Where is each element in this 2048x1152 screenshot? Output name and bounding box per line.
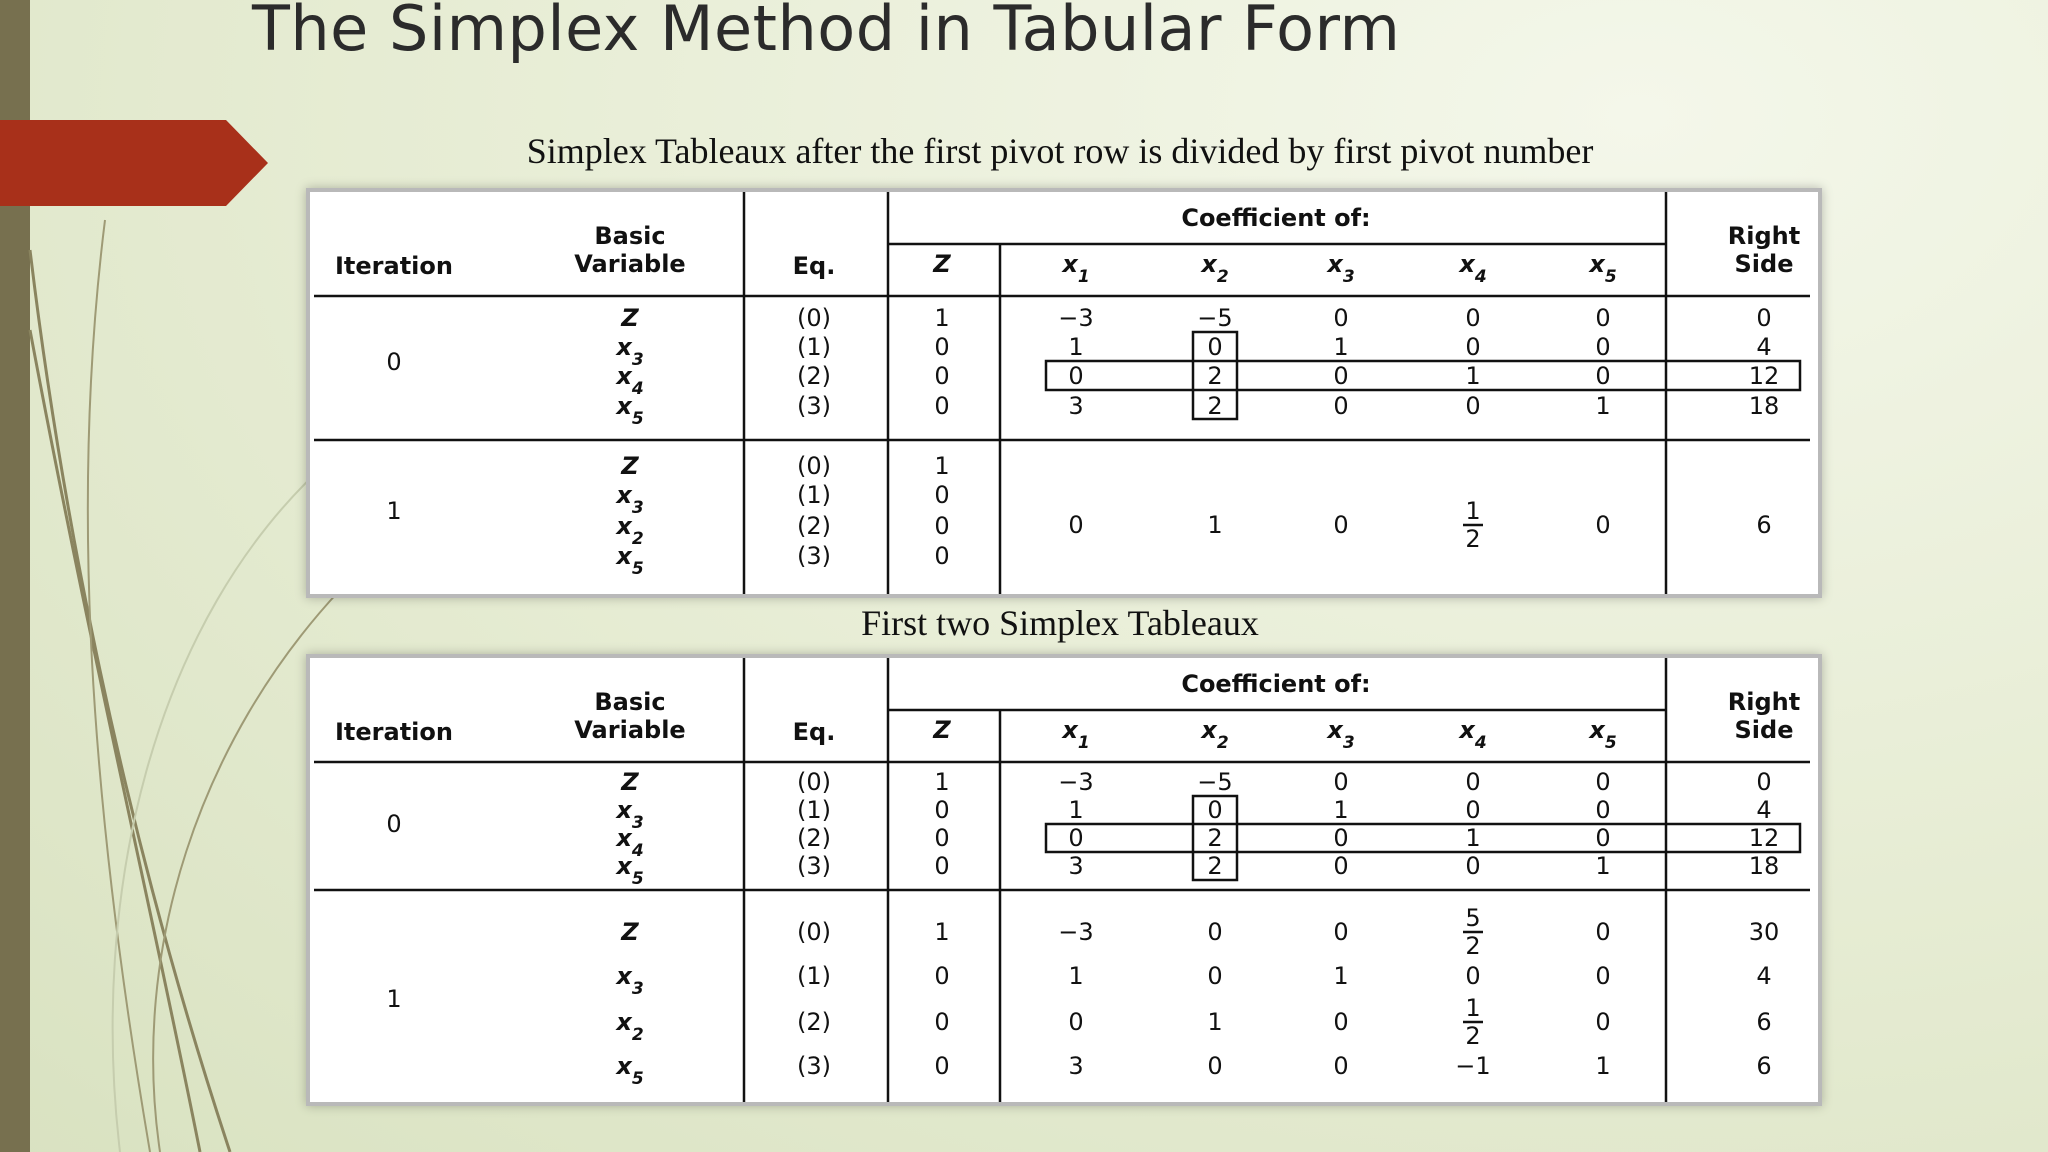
coefficient-cell: 0 [1333, 1008, 1349, 1036]
header-iteration: Iteration [335, 718, 453, 746]
equation-label: (2) [797, 1008, 831, 1036]
coefficient-cell: −1 [1455, 1052, 1491, 1080]
coefficient-cell: 0 [1595, 918, 1611, 946]
header-col-x5: $x_5$ [1589, 250, 1617, 287]
coefficient-cell: 1 [1333, 962, 1349, 990]
z-coefficient: 0 [934, 1052, 950, 1080]
basic-variable: $x_5$ [616, 1052, 644, 1089]
basic-variable: $x_3$ [616, 333, 644, 370]
coefficient-cell: 2 [1207, 824, 1223, 852]
coefficient-cell: 0 [1595, 362, 1611, 390]
coefficient-cell [1463, 994, 1483, 1050]
coefficient-cell: 0 [1207, 796, 1223, 824]
z-coefficient: 0 [934, 852, 950, 880]
z-coefficient: 1 [934, 304, 950, 332]
basic-variable: $x_2$ [616, 512, 644, 549]
basic-variable: Z [621, 304, 639, 332]
header-col-x1: $x_1$ [1062, 716, 1090, 753]
basic-variable: Z [621, 918, 639, 946]
right-side-cell: 6 [1756, 511, 1772, 539]
coefficient-cell: 0 [1068, 362, 1084, 390]
coefficient-cell: 0 [1465, 768, 1481, 796]
fraction-denominator: 2 [1465, 932, 1481, 960]
equation-label: (0) [797, 768, 831, 796]
basic-variable: $x_4$ [616, 362, 644, 399]
coefficient-cell: 0 [1595, 768, 1611, 796]
coefficient-cell: 0 [1207, 333, 1223, 361]
basic-variable: $x_5$ [616, 542, 644, 579]
equation-label: (1) [797, 333, 831, 361]
right-side-cell: 30 [1748, 918, 1780, 946]
basic-variable: $x_5$ [616, 852, 644, 889]
coefficient-cell: 0 [1465, 962, 1481, 990]
coefficient-cell: 0 [1595, 511, 1611, 539]
equation-label: (0) [797, 918, 831, 946]
coefficient-cell: −3 [1058, 918, 1094, 946]
basic-variable: Z [621, 452, 639, 480]
coefficient-cell: 0 [1465, 392, 1481, 420]
coefficient-cell: 0 [1333, 1052, 1349, 1080]
coefficient-cell: 0 [1595, 333, 1611, 361]
z-coefficient: 0 [934, 542, 950, 570]
pivot-row-box [1046, 824, 1800, 852]
coefficient-cell: 0 [1595, 304, 1611, 332]
equation-label: (2) [797, 512, 831, 540]
simplex-table-2-svg [310, 658, 1818, 1102]
coefficient-cell: 0 [1465, 333, 1481, 361]
coefficient-cell: 0 [1333, 768, 1349, 796]
header-col-x2: $x_2$ [1201, 716, 1229, 753]
coefficient-cell [1463, 904, 1483, 960]
coefficient-cell: 3 [1068, 392, 1084, 420]
fraction-numerator: 1 [1465, 497, 1481, 525]
simplex-table-1-svg [310, 192, 1818, 594]
equation-label: (1) [797, 796, 831, 824]
z-coefficient: 0 [934, 824, 950, 852]
coefficient-cell: 1 [1207, 1008, 1223, 1036]
coefficient-cell: −3 [1058, 304, 1094, 332]
fraction-denominator: 2 [1465, 525, 1481, 553]
equation-label: (2) [797, 824, 831, 852]
header-variable: Variable [574, 716, 686, 744]
right-side-cell: 12 [1748, 824, 1780, 852]
coefficient-cell: 1 [1333, 796, 1349, 824]
caption-bottom: First two Simplex Tableaux [861, 603, 1259, 643]
header-right: Right [1727, 222, 1801, 250]
header-side: Side [1734, 716, 1794, 744]
header-basic: Basic [594, 222, 666, 250]
iteration-number: 1 [386, 497, 402, 525]
coefficient-cell: 2 [1207, 392, 1223, 420]
coefficient-cell: 2 [1207, 362, 1223, 390]
coefficient-cell: 0 [1207, 1052, 1223, 1080]
z-coefficient: 0 [934, 1008, 950, 1036]
header-col-x3: $x_3$ [1327, 250, 1355, 287]
right-side-cell: 6 [1756, 1052, 1772, 1080]
basic-variable: $x_4$ [616, 824, 644, 861]
coefficient-cell: 1 [1465, 362, 1481, 390]
coefficient-cell: 0 [1333, 304, 1349, 332]
coefficient-cell: 1 [1595, 852, 1611, 880]
coefficient-cell: −3 [1058, 768, 1094, 796]
z-coefficient: 0 [934, 392, 950, 420]
header-basic: Basic [594, 688, 666, 716]
coefficient-cell: 0 [1333, 392, 1349, 420]
coefficient-cell: 1 [1595, 392, 1611, 420]
z-coefficient: 0 [934, 481, 950, 509]
coefficient-cell: 0 [1333, 918, 1349, 946]
coefficient-cell: 1 [1068, 333, 1084, 361]
iteration-number: 0 [386, 810, 402, 838]
coefficient-cell: 0 [1207, 962, 1223, 990]
coefficient-cell: 0 [1595, 796, 1611, 824]
basic-variable: $x_5$ [616, 392, 644, 429]
coefficient-cell: 1 [1068, 796, 1084, 824]
z-coefficient: 1 [934, 452, 950, 480]
header-col-x1: $x_1$ [1062, 250, 1090, 287]
basic-variable: $x_2$ [616, 1008, 644, 1045]
z-coefficient: 1 [934, 768, 950, 796]
equation-label: (3) [797, 852, 831, 880]
right-side-cell: 4 [1756, 962, 1772, 990]
fraction-denominator: 2 [1465, 1022, 1481, 1050]
coefficient-cell: 0 [1333, 852, 1349, 880]
coefficient-cell: 1 [1465, 824, 1481, 852]
iteration-number: 0 [386, 348, 402, 376]
header-iteration: Iteration [335, 252, 453, 280]
header-coefficient-of: Coefficient of: [1181, 670, 1371, 698]
caption-top: Simplex Tableaux after the first pivot row is divided by first pivot number [526, 131, 1594, 171]
equation-label: (2) [797, 362, 831, 390]
header-col-x4: $x_4$ [1459, 716, 1487, 753]
pivot-row-box [1046, 361, 1800, 390]
right-side-cell: 0 [1756, 304, 1772, 332]
right-side-cell: 12 [1748, 362, 1780, 390]
right-side-cell: 6 [1756, 1008, 1772, 1036]
right-side-cell: 4 [1756, 333, 1772, 361]
header-col-x4: $x_4$ [1459, 250, 1487, 287]
header-col-x3: $x_3$ [1327, 716, 1355, 753]
z-coefficient: 1 [934, 918, 950, 946]
title-accent-arrow [0, 120, 268, 206]
coefficient-cell: 1 [1068, 962, 1084, 990]
header-variable: Variable [574, 250, 686, 278]
fraction-numerator: 1 [1465, 994, 1481, 1022]
header-col-z: Z [933, 250, 951, 278]
coefficient-cell: 0 [1068, 511, 1084, 539]
coefficient-cell [1463, 497, 1483, 553]
coefficient-cell: 1 [1333, 333, 1349, 361]
coefficient-cell: −5 [1197, 304, 1233, 332]
z-coefficient: 0 [934, 512, 950, 540]
coefficient-cell: 0 [1333, 362, 1349, 390]
equation-label: (0) [797, 452, 831, 480]
coefficient-cell: 0 [1595, 824, 1611, 852]
slide-title: The Simplex Method in Tabular Form [252, 0, 1401, 65]
right-side-cell: 18 [1748, 392, 1780, 420]
right-side-cell: 4 [1756, 796, 1772, 824]
simplex-table-first-two-tableaux [306, 654, 1822, 1106]
iteration-number: 1 [386, 985, 402, 1013]
header-coefficient-of: Coefficient of: [1181, 204, 1371, 232]
basic-variable: $x_3$ [616, 796, 644, 833]
equation-label: (0) [797, 304, 831, 332]
coefficient-cell: 0 [1595, 962, 1611, 990]
equation-label: (1) [797, 962, 831, 990]
header-col-x5: $x_5$ [1589, 716, 1617, 753]
coefficient-cell: 0 [1595, 1008, 1611, 1036]
equation-label: (3) [797, 542, 831, 570]
basic-variable: Z [621, 768, 639, 796]
coefficient-cell: −5 [1197, 768, 1233, 796]
basic-variable: $x_3$ [616, 962, 644, 999]
coefficient-cell: 0 [1465, 852, 1481, 880]
header-eq: Eq. [792, 718, 836, 746]
coefficient-cell: 0 [1465, 796, 1481, 824]
fraction-numerator: 5 [1465, 904, 1481, 932]
coefficient-cell: 2 [1207, 852, 1223, 880]
simplex-table-after-pivot-division [306, 188, 1822, 598]
header-side: Side [1734, 250, 1794, 278]
header-right: Right [1727, 688, 1801, 716]
coefficient-cell: 1 [1207, 511, 1223, 539]
header-col-z: Z [933, 716, 951, 744]
right-side-cell: 18 [1748, 852, 1780, 880]
header-eq: Eq. [792, 252, 836, 280]
equation-label: (3) [797, 1052, 831, 1080]
coefficient-cell: 3 [1068, 852, 1084, 880]
z-coefficient: 0 [934, 962, 950, 990]
coefficient-cell: 3 [1068, 1052, 1084, 1080]
equation-label: (3) [797, 392, 831, 420]
z-coefficient: 0 [934, 796, 950, 824]
coefficient-cell: 0 [1207, 918, 1223, 946]
basic-variable: $x_3$ [616, 481, 644, 518]
coefficient-cell: 0 [1068, 824, 1084, 852]
coefficient-cell: 1 [1595, 1052, 1611, 1080]
coefficient-cell: 0 [1465, 304, 1481, 332]
header-col-x2: $x_2$ [1201, 250, 1229, 287]
coefficient-cell: 0 [1333, 824, 1349, 852]
equation-label: (1) [797, 481, 831, 509]
coefficient-cell: 0 [1068, 1008, 1084, 1036]
z-coefficient: 0 [934, 362, 950, 390]
z-coefficient: 0 [934, 333, 950, 361]
right-side-cell: 0 [1756, 768, 1772, 796]
coefficient-cell: 0 [1333, 511, 1349, 539]
